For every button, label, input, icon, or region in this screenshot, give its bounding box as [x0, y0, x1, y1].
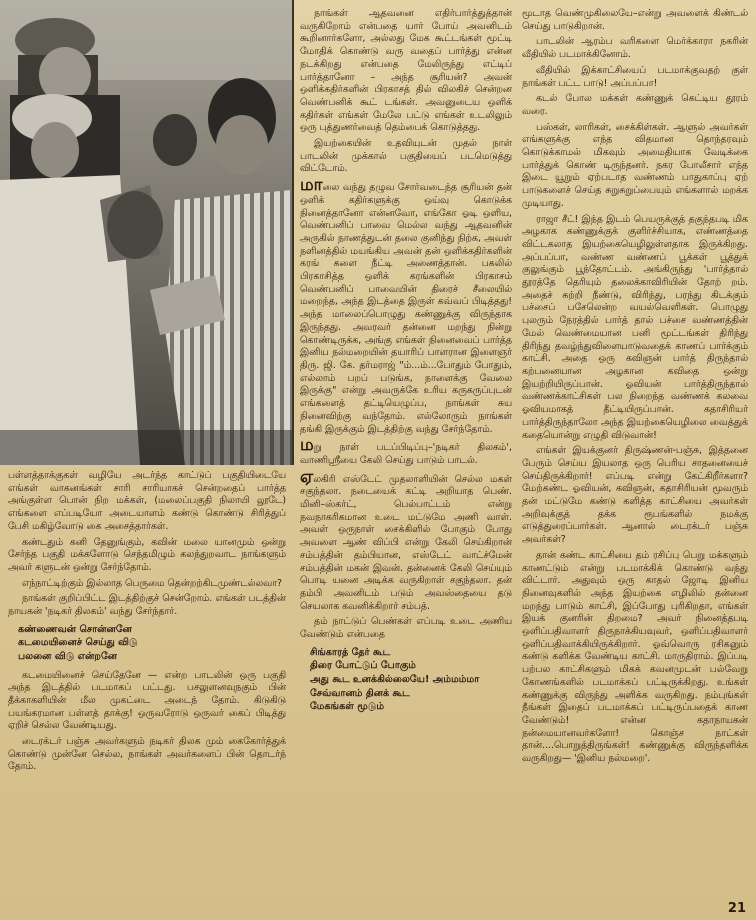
page-number: 21 [727, 901, 746, 916]
paragraph: கடல் போல மக்கள் கண்ணுக் கெட்டிய தூரம் வரை. [522, 93, 748, 117]
paragraph: பள்ளத்தாக்குகள் வழியே அடர்ந்த காட்டுப் பகுதியிடையே எங்கள் வாகனங்கள் சாரி சாரியாகச் சென்றதைப் பார்த்த அங்குள்ள பொன் நிற மக்கள், (மலைப்பகுதி நிலாயி லூடே) எங்களை எப்படியோ அடையாளம் கண்டு கொண்டு சிரித்துப் பேசி மகிழ்வோடு கை அசைத்தார்கள். [8, 470, 286, 532]
paragraph: பஸ்கள், லாரிகள், சைக்கிள்கள். ஆளுல் அவர்கள் எங்களுக்கு எந்த விதமான தொந்தரவும் கொடுக்காமல் மிகவும் அமைதியாக வேடிக்கை பார்த்துக் கொண் டிருந்தனர். நகர போலீசார் எந்த இடை யூறும் ஏற்படாத வண்ணம் பாதுகாப்பு ஏற் பாடுகளைச் செய்த சுறுசுறுப்பையும் எங்களால் மறக்க முடியாது. [522, 121, 748, 209]
paragraph: கண்டதும் கனி தேனுங்கும், கவின் மலை யானமும் ஒன்று சேர்ந்த பகுதி மக்களோடு செந்தமிழும் கலந்துறவாட நாங்களும் அவர் களுடன் ஒன்று சேர்ந்தோம். [8, 536, 286, 573]
paragraph: மூடாத வெண்முகிலையே–என்று அவளைக் கிண்டல் செய்து பாடுகிறான். [522, 8, 748, 32]
paragraph: டைரக்டர் பஞ்சு அவர்களும் நடிகர் திலக மும் கைகோர்த்துக் கொண்டு முன்னே செல்ல, நாங்கள் அவர்களைப் பின் தொடர்ந் தோம். [8, 736, 286, 773]
paragraph: ஏலகிரி எஸ்டேட் முதலாளியின் செல்ல மகள் சகுந்தலா. நடையைக் கட்டி அறியாத பெண். மினி–ஸ்கர்ட், பெல்பாட்டம் என்று நவநாகரிகமான உடை மட்டுமே அணி வாள். அவள் ஒருநாள் சைக்கிளில் போகும் போது அவளை ஆண் விப்பி என்று கேலி செய்கிறான் சம்பத்தின் தம்பியான, எஸ்டேட் வாட்ச்மேன் சம்பத்தின் மகன் இவன். தன்னைக் கேலி செய்யும் பொடி யனை அடிக்க வருகிறாள் சகுந்தலா. தன் தம்பி அவனிடம் படும் அவஸ்தையை தடு செயலாக கவனிக்கிறார் சம்பத். [300, 466, 512, 612]
song-lyric-1 [18, 623, 286, 664]
lyric-line: கடமையினைச் செய்து விடு [18, 637, 138, 649]
lyric-line: மேகங்கள் மூடும் [310, 701, 385, 713]
paragraph: எந்நாட்டிற்கும் இல்லாத பெருமை தென்றற்கிடமுண்டல்லவா? [22, 577, 282, 589]
paragraph: எங்கள் இயக்குனர் திருஷ்ணன்-பஞ்சு, இத்தனை பேரும் செய்ய இயலாத ஒரு பெரிய சாதனையைச் செய்திருக்கிறார்! எப்படி என்று கேட்கிறீர்களா? மேற்கண்ட ஓவியன், கவிஞன், கதாசிரியன் மூவரும் தன் மட்டுமே கண்டு களித்த காட்சியை அவர்கள் அறிவுக்குத் தக்க ரூபங்களில் நமக்கு எடுத்துரைப்பார்கள். ஆனால் டைரக்டர் பஞ்சு அவர்கள்? [522, 445, 748, 546]
song-lyric-2 [310, 646, 512, 714]
paragraph: நாங்கள் குறிப்பிட்ட இடத்திற்குச் சென்றோம். எங்கள் படத்தின் நாயகன் 'நடிகர் திலகம்' வந்து சேர்ந்தார். [8, 593, 286, 618]
lyric-line: திரை போட்டுப் போகும் [310, 660, 417, 672]
paragraph: கடமையினைச் செய்தேனே — என்ற பாடலின் ஒரு பகுதி அந்த இடத்தில் படமாகப் பட்டது. பசலுளனவுநகும் பின் தீக்காகளியின் மீல முகட்டை அடைந் தோம். கிடுகிடு பயங்கரமான பள்ளத் தாக்கு! ஒருவரோடு ஒருவர் கைப் பிடித்து ஏறிச் செல்ல வேண்டியது. [8, 669, 286, 732]
column-2 [300, 8, 512, 910]
paragraph: தான் கண்ட காட்சியை தம் ரசிப்பு பெறு மக்களும் காணட்டும் என்று படமாக்கிக் கொண்டு வந்து விட்டார். அதுவும் ஒரு காதல் ஜோடி இனிய நினைவுகளில் அந்த இயற்கை எழிலில் தன்னை மறந்து பாடும் காட்சி, இப்போது புரிகிறதா, எங்கள் இயக் குனரின் திறமை? அவர் நினைத்தபடி ஒளிப்பதிவாளர் திருநாக்கியவுவர், ஒளிப்பதிவாளர் ஒளிப்பதிவாக்கியிருக்கிறார். ஓவ்வொரு ரசிகனும் கண்டு களிக்க வேண்டிய காட்சி. மாருதிராம். இப்படி பற்பல காட்சிகளும் மிகக் கவனமுடன் பல்வேறு கோணங்களில் படமாக்கப் பட்டிருக்கிறது. உங்கள் கண்ணுக்கு விருந்து அளிக்க வருகிறது. நம்புங்கள் நீங்கள் இதைப் படமாக்கப் பட்டிருப்பதைக் காண வேண்டும்! என்ன கதாநாயகன் நன்மையானவர்களோ! கொஞ்ச நாட்கள் தான்....பொறுத்திருங்கள்! கண்ணுக்கு விருந்தளிக்க வருகிறது— 'இனிய நல்மறை'. [522, 549, 748, 765]
paragraph: பாடலின் ஆரம்ப வரிகளை மெர்க்காரா நகரின் வீதியில் படமாக்கினோம். [522, 36, 748, 61]
paragraph: வீதியில் இக்காட்சியைப் படமாக்குவதற் குள் நாங்கள் பட்ட பாடு! அப்பப்பா! [522, 64, 748, 89]
lyric-line: பலனை விடு என்றனே [18, 650, 118, 662]
paragraph: ராஜா சீட்! இந்த இடம் பெயருக்குத் தகுந்தபடி மிக அழகாக கண்ணுக்குக் குளிர்ச்சியாக, எண்ணத்தை விட்டகலாத இயற்கையெழிலுள்ளதாக இருக்கிறது. அப்பப்பா, வண்ண வண்ணப் பூக்கள் பூத்துக் குலுங்கும் பூந்தோட்டம். அங்கிருந்து 'பார்த்தால் தூரத்தே தெரியும் தலைக்காவிரியின் தோற் றம். அதைச் சுற்றி நீண்டு, விரிந்து, பரந்து கிடக்கும் பச்சைப் பசேலென்ற வயல்வெளிகள். பொழுது புலரும் நேரத்தில் பார்த் தால் பச்சை வண்ணத்தின் மேல் வெண்மையான பனி மூட்டங்கள் திரிந்து திரிந்து தவழ்ந்துவிளையாடுவதைக் காணப் பார்க்கும் காட்சி. அதை ஒரு கவிஞன் பார்த் திருந்தால் கற்பனையான அழகான கவிதை ஒன்று இயற்றியிருப்பான். ஓவியன் பார்த்திருந்தால் வண்ணக்காட்சிகள் பல நிறைந்த வண்ணக் கலவை ஓவியமாகத் தீட்டியிருப்பான். கதாசிரியர் பார்த்திருந்தாலோ அந்த இயற்கையெழிலை வைத்துக் கதையொன்று எழுதி விடுவான்! [522, 213, 748, 441]
photo-illustration [0, 0, 292, 465]
lyric-line: அது கூட உனக்கில்லையே! அம்மம்மா [310, 673, 480, 685]
lyric-line: சேவ்வானம் தினக் கூட [310, 687, 410, 699]
lyric-line: சிங்காரத் தேர் கூட [310, 646, 391, 658]
column-1 [8, 470, 286, 910]
column-3 [522, 8, 748, 888]
paragraph: தம் நாட்டுப் பெண்கள் எப்படி உடை அணிய வேண்டும் என்பதை [300, 616, 512, 641]
lyric-line: கண்ணைவன் சொன்னனே [18, 623, 132, 635]
paragraph: மாலை வந்து தழுவ சோர்வடைந்த சூரியன் தன் ஒளிக் கதிர்களுக்கு ஒய்வு கொடுக்க நினைத்தானோ என்னவோ, எங்கோ ஓடி ஒளிய, வெண்பனிப் பாவை மெல்ல வந்து ஆதவனின் அருகில் நாணத்துடன் தலை குனிந்து நிற்க, அவள் நளினத்தில் மயங்கிய அவன் தன் ஒளிக்கதிர்களின் கரங் களை நீட்டி அணைத்தான். பகலில் பிரகாசித்த ஒளிக் கரங்களின் பிரகாசம் வெண்பனிப் பாவையின் திரைச் சீலையில் மறைந்த, அந்த இடத்தை இருள் கவ்வப் பிடித்தது! அந்த மாலைப்பொழுது கண்ணுக்கு விருந்தாக இருந்தது. அவரவர் தன்னை மறந்து நின்று கொண்டிருக்க, அங்கு எங்கள் நினைவைப் பார்த்த இனிய நல்மறையின் தயாரிப் பாளரான இளைஞர் திரு. ஜி. கே. தர்மராஜ் "ம்...ம்...போதும் போதும், எல்லாம் பறப் படுங்க, நாளைக்கு வேலை இருக்கு" என்று அவருக்கே உரிய கருகருப்புடன் எங்களைத் தட்டியெழுப்ப, நாங்கள் சுய நினைவிற்கு வந்தோம். எல்லோரும் நாங்கள் தங்கி இருக்கும் இடத்திற்கு வந்து சேர்ந்தோம். [300, 175, 512, 435]
paragraph: நாங்கள் ஆதவனை எதிர்பார்த்துத்தான் வருகிறோம் என்பதை யார் போய் அவனிடம் கூறினார்களோ, அல்லது மேக கூட்டங்கள் மூட்டி மோதிக் கொண்டு வரு வதைப் பார்த்து என்ன நடக்கிறது என்பதை மேலிருந்து எட்டிப் பார்த்தானோ – அந்த சூரியன்? அவன் ஒளிக்கதிர்களின் பிரகாசத் தில் விலகிச் சென்றன வெண்பனிக் கூட் டங்கள். அவனுடைய ஒளிக் கதிர்கள் எங்கள் மேலே பட்டு எங்கள் உடலிலும் ஒரு புத்துணர்வைத் தெம்பைக் கொடுத்தது. [300, 8, 512, 134]
film-still-photo [0, 0, 294, 465]
paragraph: இயற்கையின் உதவியுடன் முதல் நாள் பாடலின் முக்கால் பகுதியைப் படமெடுத்து விட்டோம். [300, 138, 512, 175]
paragraph: மறு நாள் படப்பிடிப்பு–'நடிகர் திலகம்', வாணிஸ்ரீயை கேலி செய்து பாடும் பாடல். [300, 435, 512, 466]
